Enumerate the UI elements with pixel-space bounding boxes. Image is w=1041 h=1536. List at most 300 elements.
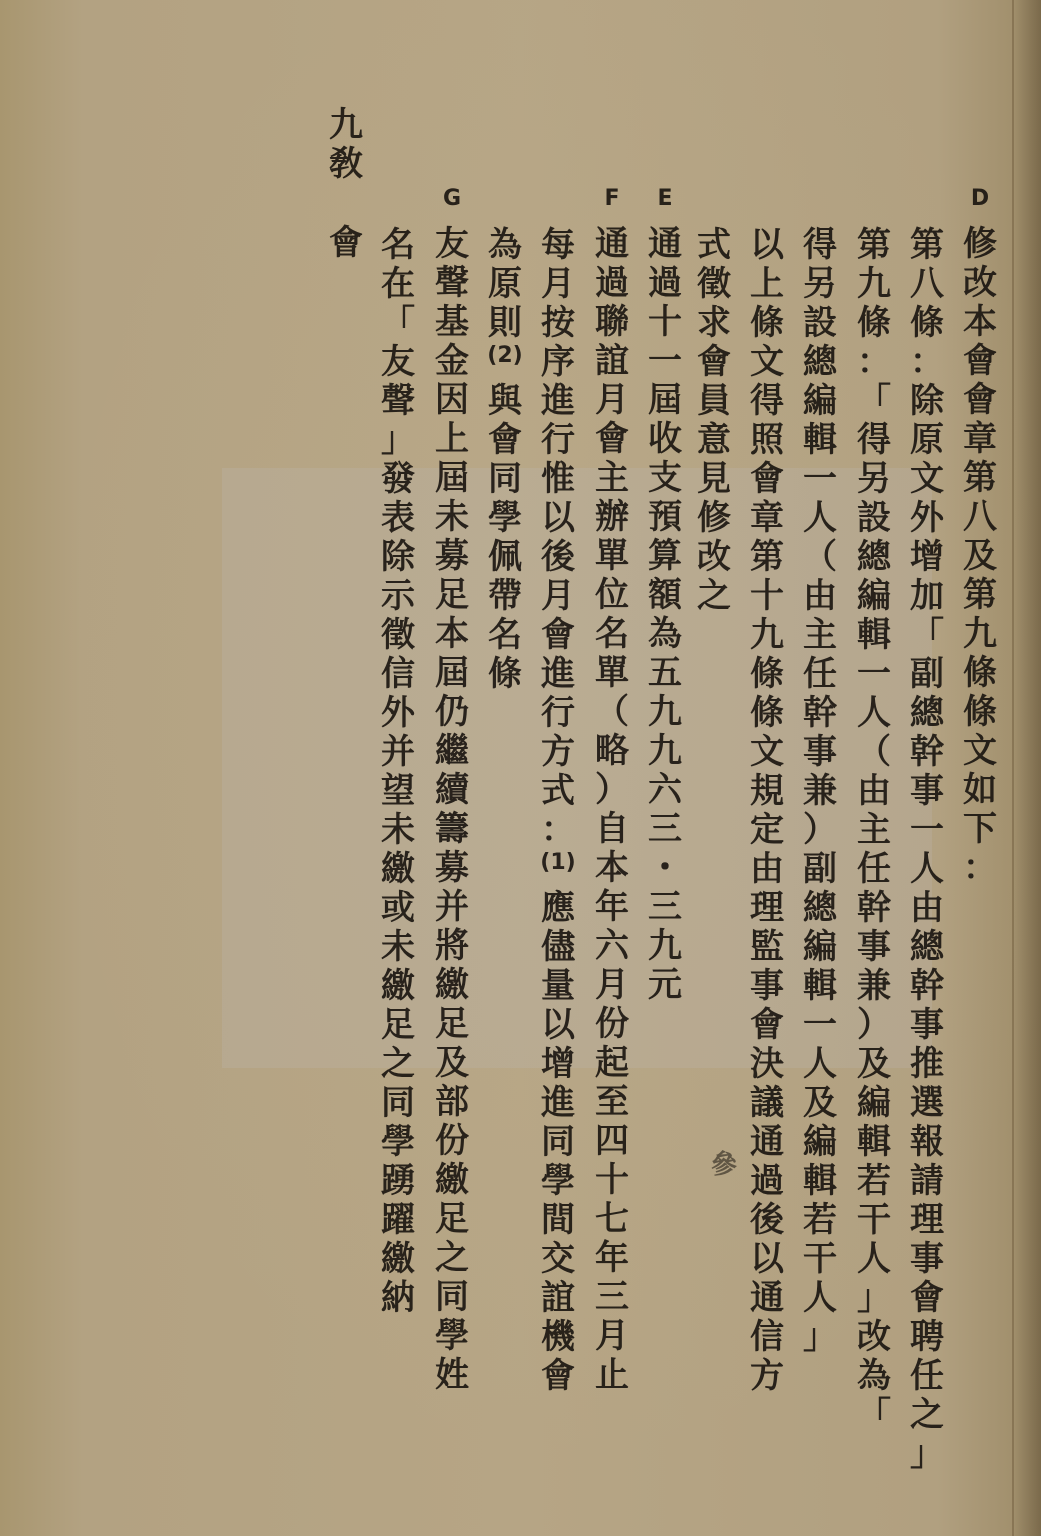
column-glyph: 機 <box>541 1317 575 1357</box>
column-glyph: 條 <box>963 653 997 693</box>
column-glyph: 因 <box>435 380 469 420</box>
column-glyph: 金 <box>435 341 469 381</box>
page-edge-shadow <box>1013 0 1041 1536</box>
column-glyph: 信 <box>750 1317 784 1357</box>
column-glyph: 九 <box>648 692 682 732</box>
column-glyph: ） <box>857 1005 891 1045</box>
column-glyph: 幹 <box>803 693 837 733</box>
column-glyph: 在 <box>381 264 415 304</box>
column-glyph: 按 <box>541 303 575 343</box>
column-glyph: 則 <box>488 303 522 343</box>
column-glyph: 由 <box>910 888 944 928</box>
column-glyph: 繳 <box>435 965 469 1005</box>
column-glyph: 聲 <box>435 263 469 303</box>
column-glyph: 學 <box>488 498 522 538</box>
column-glyph: 幹 <box>910 966 944 1006</box>
column-glyph: 本 <box>963 302 997 342</box>
column-glyph: 之 <box>697 576 731 616</box>
column-glyph: 誼 <box>595 341 629 381</box>
column-glyph: 示 <box>381 576 415 616</box>
column-glyph: 十 <box>750 576 784 616</box>
column-glyph: 并 <box>381 732 415 772</box>
column-glyph: 量 <box>541 966 575 1006</box>
column-glyph: 另 <box>857 459 891 499</box>
column-glyph: 編 <box>803 381 837 421</box>
column-glyph: 四 <box>595 1121 629 1161</box>
column-glyph: 六 <box>648 770 682 810</box>
column-glyph: 見 <box>697 459 731 499</box>
column-glyph: 與 <box>488 381 522 421</box>
column-glyph: 單 <box>595 653 629 693</box>
column-glyph: 續 <box>435 770 469 810</box>
column-glyph: 決 <box>750 1044 784 1084</box>
column-glyph: 後 <box>750 1200 784 1240</box>
column-glyph: ・ <box>648 848 682 888</box>
column-glyph: 上 <box>750 264 784 304</box>
column-glyph: 上 <box>435 419 469 459</box>
column-glyph: 本 <box>595 848 629 888</box>
column-glyph: 理 <box>910 1200 944 1240</box>
column-glyph: 五 <box>648 653 682 693</box>
column-glyph: E <box>657 186 673 211</box>
column-glyph: 算 <box>648 536 682 576</box>
column-glyph: 編 <box>803 927 837 967</box>
column-glyph: 選 <box>910 1083 944 1123</box>
column-glyph: 會 <box>329 223 363 263</box>
column-glyph: 未 <box>381 810 415 850</box>
column-glyph: 表 <box>381 498 415 538</box>
column-glyph: 」 <box>857 1278 891 1318</box>
column-glyph: 繳 <box>435 1160 469 1200</box>
column-glyph: 屆 <box>648 380 682 420</box>
column-glyph: 改 <box>963 263 997 303</box>
column-glyph: 收 <box>648 419 682 459</box>
column-glyph: 輯 <box>803 1161 837 1201</box>
column-glyph: 月 <box>595 1316 629 1356</box>
column-glyph: 辦 <box>595 497 629 537</box>
column-glyph: 月 <box>595 965 629 1005</box>
column-glyph: 間 <box>541 1200 575 1240</box>
column-glyph: 并 <box>435 887 469 927</box>
column-glyph: 足 <box>435 1199 469 1239</box>
column-glyph: 進 <box>541 381 575 421</box>
column-glyph: 以 <box>750 1239 784 1279</box>
column-glyph: 屆 <box>435 653 469 693</box>
column-glyph: 干 <box>857 1200 891 1240</box>
column-glyph: 條 <box>857 303 891 343</box>
text-column-1 <box>956 188 1004 890</box>
column-glyph: 外 <box>381 693 415 733</box>
column-glyph: 主 <box>595 458 629 498</box>
column-glyph: 通 <box>750 1122 784 1162</box>
column-glyph: 規 <box>750 771 784 811</box>
column-glyph: 年 <box>595 887 629 927</box>
column-glyph: F <box>604 186 620 211</box>
column-glyph: 第 <box>963 458 997 498</box>
column-glyph: 名 <box>595 614 629 654</box>
column-glyph: 應 <box>541 888 575 928</box>
column-glyph: 起 <box>595 1043 629 1083</box>
column-glyph: 止 <box>595 1355 629 1395</box>
column-glyph: 推 <box>910 1044 944 1084</box>
column-glyph: 預 <box>648 497 682 537</box>
column-glyph: 未 <box>435 497 469 537</box>
column-glyph: 徵 <box>381 615 415 655</box>
column-glyph: 部 <box>435 1082 469 1122</box>
text-column-7 <box>641 188 689 1007</box>
column-glyph: 第 <box>857 225 891 265</box>
column-glyph: 聘 <box>910 1317 944 1357</box>
column-glyph: 條 <box>963 692 997 732</box>
column-glyph: 如 <box>963 770 997 810</box>
column-glyph: 九 <box>750 615 784 655</box>
column-glyph: （ <box>857 732 891 772</box>
column-glyph: 會 <box>750 1005 784 1045</box>
column-glyph: 主 <box>803 615 837 655</box>
column-glyph: 屆 <box>435 458 469 498</box>
column-glyph: 誼 <box>541 1278 575 1318</box>
column-glyph: 事 <box>803 732 837 772</box>
column-glyph: 過 <box>595 263 629 303</box>
column-glyph: 學 <box>435 1316 469 1356</box>
column-glyph: 干 <box>803 1239 837 1279</box>
column-glyph: 月 <box>595 380 629 420</box>
column-glyph: 儘 <box>541 927 575 967</box>
column-glyph: 帶 <box>488 576 522 616</box>
column-glyph: 聯 <box>595 302 629 342</box>
column-glyph: G <box>442 186 462 211</box>
column-glyph: 聲 <box>381 381 415 421</box>
column-glyph: 序 <box>541 342 575 382</box>
column-glyph: 下 <box>963 809 997 849</box>
column-glyph: 一 <box>910 810 944 850</box>
column-glyph: 九 <box>648 731 682 771</box>
column-glyph: 進 <box>541 1083 575 1123</box>
column-glyph: 章 <box>750 498 784 538</box>
column-glyph: 將 <box>435 926 469 966</box>
column-glyph: 」 <box>803 1317 837 1357</box>
column-glyph: D <box>970 186 990 211</box>
column-glyph: 三 <box>595 1277 629 1317</box>
column-glyph: 方 <box>750 1356 784 1396</box>
column-glyph: 總 <box>803 342 837 382</box>
text-column-10 <box>481 225 529 696</box>
column-glyph: 事 <box>750 966 784 1006</box>
column-glyph: 「 <box>381 303 415 343</box>
column-glyph: 由 <box>857 771 891 811</box>
column-glyph: 事 <box>910 1239 944 1279</box>
column-glyph: 敎 <box>329 144 363 184</box>
column-glyph: 九 <box>857 264 891 304</box>
column-glyph: 人 <box>803 1278 837 1318</box>
column-glyph: 本 <box>435 614 469 654</box>
column-glyph: 主 <box>857 810 891 850</box>
column-glyph: 額 <box>648 575 682 615</box>
column-glyph: 會 <box>697 342 731 382</box>
column-glyph: 徵 <box>697 264 731 304</box>
column-glyph: 以 <box>750 225 784 265</box>
column-glyph: 「 <box>910 615 944 655</box>
column-glyph: 及 <box>803 1083 837 1123</box>
column-glyph: 由 <box>750 849 784 889</box>
column-glyph: 發 <box>381 459 415 499</box>
column-glyph: 事 <box>857 927 891 967</box>
column-glyph: 份 <box>435 1121 469 1161</box>
column-glyph: 請 <box>910 1161 944 1201</box>
column-glyph: 議 <box>750 1083 784 1123</box>
column-glyph: 繳 <box>381 1239 415 1279</box>
column-glyph: (2) <box>487 343 523 368</box>
column-glyph: （ <box>595 692 629 732</box>
column-glyph: 一 <box>803 1005 837 1045</box>
column-glyph: 位 <box>595 575 629 615</box>
column-glyph: 會 <box>541 615 575 655</box>
column-glyph: 一 <box>648 341 682 381</box>
column-glyph: 會 <box>910 1278 944 1318</box>
column-glyph: 編 <box>857 1083 891 1123</box>
column-glyph: 三 <box>648 887 682 927</box>
column-glyph: 人 <box>803 1044 837 1084</box>
column-glyph: 同 <box>381 1083 415 1123</box>
column-glyph: ） <box>595 770 629 810</box>
column-glyph: 募 <box>435 536 469 576</box>
column-glyph: 望 <box>381 771 415 811</box>
column-glyph: 報 <box>910 1122 944 1162</box>
column-glyph: 足 <box>435 575 469 615</box>
column-glyph: 原 <box>910 420 944 460</box>
column-glyph: 章 <box>963 419 997 459</box>
column-glyph: 及 <box>435 1043 469 1083</box>
column-glyph: 為 <box>488 225 522 265</box>
column-glyph: 式 <box>697 225 731 265</box>
column-glyph: 改 <box>697 537 731 577</box>
column-glyph: 編 <box>857 576 891 616</box>
column-glyph: 八 <box>963 497 997 537</box>
column-glyph: 人 <box>857 1239 891 1279</box>
text-column-13 <box>322 105 370 186</box>
column-glyph: 增 <box>910 537 944 577</box>
column-glyph: 得 <box>803 225 837 265</box>
column-glyph: 行 <box>541 420 575 460</box>
column-glyph: 惟 <box>541 459 575 499</box>
column-glyph: ） <box>803 810 837 850</box>
column-glyph: 一 <box>857 654 891 694</box>
column-glyph: 原 <box>488 264 522 304</box>
column-glyph: 照 <box>750 420 784 460</box>
column-glyph: 會 <box>488 420 522 460</box>
column-glyph: 文 <box>963 731 997 771</box>
column-glyph: 人 <box>910 849 944 889</box>
column-glyph: 佩 <box>488 537 522 577</box>
column-glyph: 八 <box>910 264 944 304</box>
column-glyph: 改 <box>857 1317 891 1357</box>
column-glyph: 姓 <box>435 1355 469 1395</box>
column-glyph: 友 <box>435 224 469 264</box>
column-glyph: 」 <box>910 1434 944 1474</box>
column-glyph: 「 <box>857 381 891 421</box>
column-glyph: 外 <box>910 498 944 538</box>
column-glyph: 月 <box>541 264 575 304</box>
column-glyph: 後 <box>541 537 575 577</box>
column-glyph: 事 <box>910 1005 944 1045</box>
column-glyph: 及 <box>963 536 997 576</box>
column-glyph: 輯 <box>857 1122 891 1162</box>
column-glyph: 由 <box>803 576 837 616</box>
column-glyph: 之 <box>381 1044 415 1084</box>
column-glyph: 十 <box>595 1160 629 1200</box>
text-column-5 <box>743 225 791 1398</box>
column-glyph: 同 <box>488 459 522 499</box>
column-glyph: 得 <box>857 420 891 460</box>
column-glyph: 「 <box>857 1395 891 1435</box>
column-glyph: 總 <box>910 927 944 967</box>
column-glyph: 通 <box>750 1278 784 1318</box>
column-glyph: 」 <box>381 420 415 460</box>
column-glyph: 繳 <box>381 966 415 1006</box>
column-glyph: 籌 <box>435 809 469 849</box>
margin-mark <box>700 1152 748 1191</box>
column-glyph: 六 <box>595 926 629 966</box>
column-glyph: 會 <box>541 1356 575 1396</box>
text-column-3 <box>850 225 898 1437</box>
column-glyph: 求 <box>697 303 731 343</box>
column-glyph: 信 <box>381 654 415 694</box>
column-glyph: 至 <box>595 1082 629 1122</box>
column-glyph: 總 <box>857 537 891 577</box>
column-glyph: 理 <box>750 888 784 928</box>
column-glyph: 九 <box>963 614 997 654</box>
column-glyph: ： <box>910 342 944 382</box>
column-glyph: 行 <box>541 693 575 733</box>
column-glyph: 另 <box>803 264 837 304</box>
column-glyph: 總 <box>910 693 944 733</box>
column-glyph: 修 <box>963 224 997 264</box>
column-glyph: 之 <box>435 1238 469 1278</box>
column-glyph: 以 <box>541 498 575 538</box>
column-glyph: 若 <box>857 1161 891 1201</box>
column-glyph: 仍 <box>435 692 469 732</box>
column-glyph: 年 <box>595 1238 629 1278</box>
column-glyph: 增 <box>541 1044 575 1084</box>
column-glyph: 以 <box>541 1005 575 1045</box>
column-glyph: 方 <box>541 732 575 772</box>
column-glyph: 設 <box>803 303 837 343</box>
column-glyph: 過 <box>750 1161 784 1201</box>
column-glyph: ： <box>963 848 997 888</box>
column-glyph: 略 <box>595 731 629 771</box>
column-glyph: 或 <box>381 888 415 928</box>
column-glyph: 繳 <box>381 849 415 889</box>
column-glyph: 人 <box>803 498 837 538</box>
column-glyph: 會 <box>963 380 997 420</box>
column-glyph: 納 <box>381 1278 415 1318</box>
column-glyph: 會 <box>750 459 784 499</box>
column-glyph: 輯 <box>857 615 891 655</box>
text-column-4 <box>796 225 844 1359</box>
column-glyph: 十 <box>648 302 682 342</box>
column-glyph: 文 <box>910 459 944 499</box>
column-glyph: 副 <box>803 849 837 889</box>
text-column-2 <box>903 225 951 1476</box>
column-glyph: 條 <box>750 303 784 343</box>
column-glyph: 九 <box>329 105 363 145</box>
column-glyph: 文 <box>750 342 784 382</box>
column-glyph: 會 <box>595 419 629 459</box>
column-glyph: 除 <box>381 537 415 577</box>
column-glyph: 名 <box>381 225 415 265</box>
column-glyph: 基 <box>435 302 469 342</box>
column-glyph: 交 <box>541 1239 575 1279</box>
column-glyph: 躍 <box>381 1200 415 1240</box>
column-glyph: 若 <box>803 1200 837 1240</box>
column-glyph: 足 <box>381 1005 415 1045</box>
column-glyph: 通 <box>595 224 629 264</box>
column-glyph: 總 <box>803 888 837 928</box>
column-glyph: 過 <box>648 263 682 303</box>
column-glyph: 任 <box>803 654 837 694</box>
column-glyph: 兼 <box>803 771 837 811</box>
column-glyph: 人 <box>857 693 891 733</box>
column-glyph: 募 <box>435 848 469 888</box>
text-column-9 <box>534 225 582 1398</box>
column-glyph: 監 <box>750 927 784 967</box>
column-glyph: 學 <box>381 1122 415 1162</box>
margin-mark-text: 參 <box>710 1150 737 1180</box>
column-glyph: 幹 <box>857 888 891 928</box>
column-glyph: 修 <box>697 498 731 538</box>
column-glyph: 學 <box>541 1161 575 1201</box>
column-glyph: 及 <box>857 1044 891 1084</box>
text-column-11 <box>428 188 476 1397</box>
column-glyph: 意 <box>697 420 731 460</box>
column-glyph: 三 <box>648 809 682 849</box>
column-glyph: 第 <box>750 537 784 577</box>
column-glyph: 九 <box>648 926 682 966</box>
column-glyph: 定 <box>750 810 784 850</box>
column-glyph: 元 <box>648 965 682 1005</box>
column-glyph: 任 <box>857 849 891 889</box>
column-glyph: 員 <box>697 381 731 421</box>
column-glyph: 之 <box>910 1395 944 1435</box>
column-glyph: 條 <box>750 654 784 694</box>
column-glyph: 第 <box>910 225 944 265</box>
column-glyph: ： <box>857 342 891 382</box>
column-glyph: 名 <box>488 615 522 655</box>
column-glyph: 支 <box>648 458 682 498</box>
column-glyph: 單 <box>595 536 629 576</box>
column-glyph: 幹 <box>910 732 944 772</box>
column-glyph: 條 <box>910 303 944 343</box>
column-glyph: 加 <box>910 576 944 616</box>
column-glyph: 除 <box>910 381 944 421</box>
column-glyph: 七 <box>595 1199 629 1239</box>
column-glyph: 份 <box>595 1004 629 1044</box>
column-glyph: 為 <box>857 1356 891 1396</box>
column-glyph: 每 <box>541 225 575 265</box>
column-glyph: 任 <box>910 1356 944 1396</box>
column-glyph: 月 <box>541 576 575 616</box>
column-glyph: 兼 <box>857 966 891 1006</box>
column-glyph: 一 <box>803 459 837 499</box>
column-glyph: 未 <box>381 927 415 967</box>
text-column-6 <box>690 225 738 618</box>
column-glyph: 足 <box>435 1004 469 1044</box>
column-glyph: （ <box>803 537 837 577</box>
column-glyph: 輯 <box>803 966 837 1006</box>
text-column-14 <box>322 223 370 265</box>
column-glyph: 同 <box>541 1122 575 1162</box>
column-glyph: 為 <box>648 614 682 654</box>
